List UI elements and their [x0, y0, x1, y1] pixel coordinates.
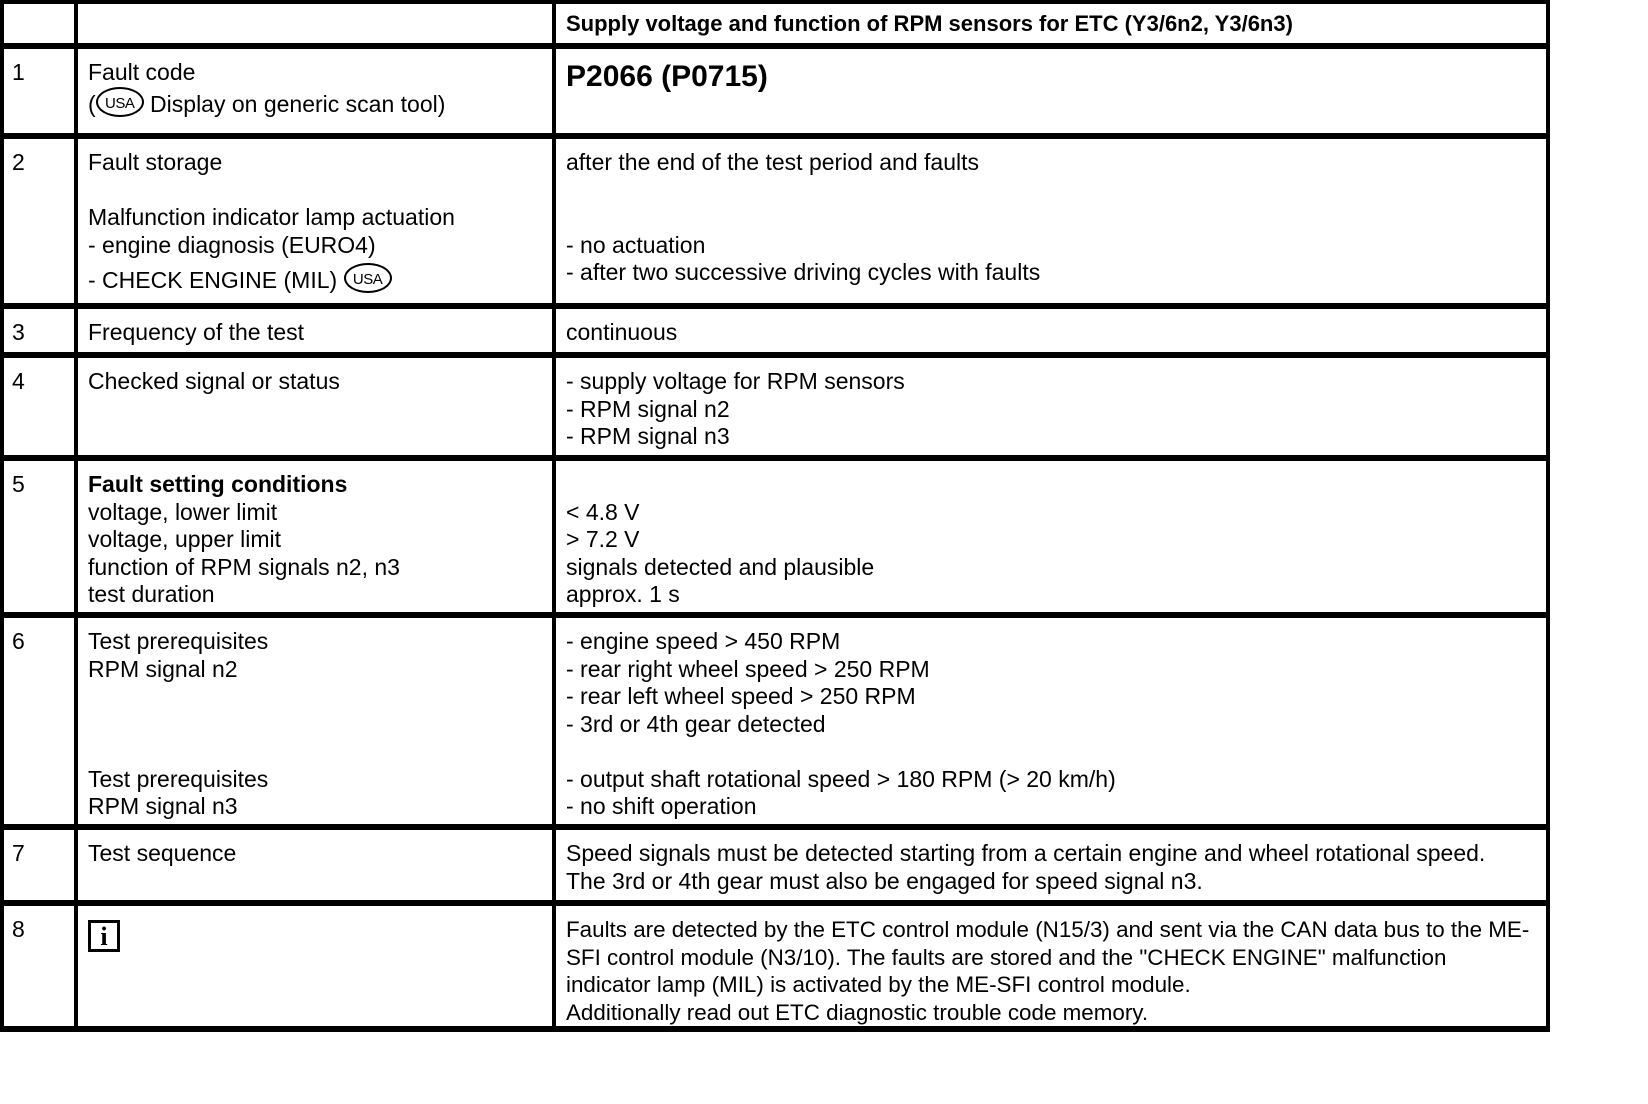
- row-value-cell: [556, 358, 1550, 461]
- row-label: Fault storage: [88, 149, 223, 175]
- row-label: Test prerequisites: [88, 628, 269, 654]
- row-number: 5: [0, 461, 78, 618]
- row-number: 7: [0, 830, 78, 906]
- row-label-cell: [78, 358, 556, 461]
- row-label: voltage, lower limit: [88, 498, 278, 525]
- row-number: 3: [0, 309, 78, 358]
- row-label: Test sequence: [88, 840, 237, 866]
- row-number: 8: [0, 906, 78, 1032]
- row-number: 2: [0, 139, 78, 309]
- row-label-cell: [78, 830, 556, 906]
- row-label: - engine diagnosis (EURO4): [88, 231, 376, 258]
- row-label-cell: [78, 139, 556, 309]
- row-value: approx. 1 s: [566, 581, 680, 607]
- row-value: - supply voltage for RPM sensors: [566, 368, 905, 394]
- row-label: test duration: [88, 581, 215, 607]
- row-number: 4: [0, 358, 78, 461]
- row-label: RPM signal n3: [88, 793, 238, 819]
- row-value: - rear right wheel speed > 250 RPM: [566, 655, 930, 682]
- row-value: - rear left wheel speed > 250 RPM: [566, 683, 916, 709]
- table-header-row: [0, 0, 1550, 49]
- table-title: Supply voltage and function of RPM sensors for ETC (Y3/6n2, Y3/6n3): [566, 11, 1293, 36]
- table-row: [0, 358, 1550, 461]
- row-value: Speed signals must be detected starting from a certain engine and wheel rotational speed.: [566, 840, 1486, 866]
- row-label-bold: Fault setting conditions: [88, 471, 348, 497]
- row-value: Additionally read out ETC diagnostic trouble code memory.: [566, 999, 1149, 1025]
- scan-tool-text: Display on generic scan tool): [143, 90, 446, 117]
- paren-open: (: [88, 90, 96, 117]
- row-value: - 3rd or 4th gear detected: [566, 710, 826, 737]
- row-value: - no actuation: [566, 231, 706, 258]
- row-value-cell: [556, 49, 1550, 139]
- row-label-cell: [78, 906, 556, 1032]
- row-value-cell: [556, 830, 1550, 906]
- row-value: Faults are detected by the ETC control module (N15/3) and sent via the CAN data bus to the ME-SFI control module (N3/10). The faults are stored and the "CHECK ENGINE" malfunction indicator lamp (MIL) is activated by the ME-SFI control module.: [566, 917, 1530, 997]
- row-value-cell: [556, 906, 1550, 1032]
- row-label: Malfunction indicator lamp actuation: [88, 204, 455, 230]
- row-label: Test prerequisites: [88, 765, 269, 792]
- table-row: [0, 461, 1550, 618]
- row-label-cell: [78, 618, 556, 830]
- row-value: - engine speed > 450 RPM: [566, 628, 841, 654]
- fault-code: P2066 (P0715): [566, 60, 768, 93]
- row-value-cell: [556, 309, 1550, 358]
- row-label-cell: [78, 461, 556, 618]
- row-label: RPM signal n2: [88, 655, 238, 682]
- row-value-cell: [556, 461, 1550, 618]
- row-number: 6: [0, 618, 78, 830]
- row-label-cell: [78, 309, 556, 358]
- row-value-cell: [556, 618, 1550, 830]
- row-value: - RPM signal n3: [566, 423, 730, 449]
- row-label: voltage, upper limit: [88, 526, 282, 552]
- table-row: [0, 618, 1550, 830]
- row-number: 1: [0, 49, 78, 139]
- row-value: - output shaft rotational speed > 180 RPM (> 20 km/h): [566, 765, 1116, 792]
- row-value: The 3rd or 4th gear must also be engaged for speed signal n3.: [566, 867, 1203, 894]
- usa-badge-icon: USA: [344, 263, 392, 293]
- row-label: Fault code: [88, 59, 196, 85]
- row-value: after the end of the test period and faults: [566, 149, 980, 175]
- row-value: continuous: [566, 319, 678, 345]
- row-value: signals detected and plausible: [566, 553, 875, 580]
- generic-scan-note: [88, 87, 542, 119]
- row-value: - RPM signal n2: [566, 395, 730, 422]
- table-row: [0, 906, 1550, 1032]
- header-num-cell: [0, 0, 78, 49]
- table-row: [0, 139, 1550, 309]
- usa-badge-icon: USA: [96, 87, 144, 117]
- table-row: [0, 49, 1550, 139]
- row-label: - CHECK ENGINE (MIL): [88, 267, 338, 293]
- row-value: > 7.2 V: [566, 526, 640, 552]
- table-row: [0, 830, 1550, 906]
- table-row: [0, 309, 1550, 358]
- row-value: - no shift operation: [566, 793, 757, 819]
- row-label: function of RPM signals n2, n3: [88, 553, 400, 580]
- row-value: - after two successive driving cycles with faults: [566, 259, 1041, 285]
- check-engine-label: [88, 263, 542, 295]
- row-label: Frequency of the test: [88, 319, 305, 345]
- row-label-cell: [78, 49, 556, 139]
- row-label: Checked signal or status: [88, 368, 340, 394]
- info-icon: i: [88, 920, 120, 952]
- row-value: < 4.8 V: [566, 498, 640, 525]
- header-title-cell: [556, 0, 1550, 49]
- row-value-cell: [556, 139, 1550, 309]
- header-label-cell: [78, 0, 556, 49]
